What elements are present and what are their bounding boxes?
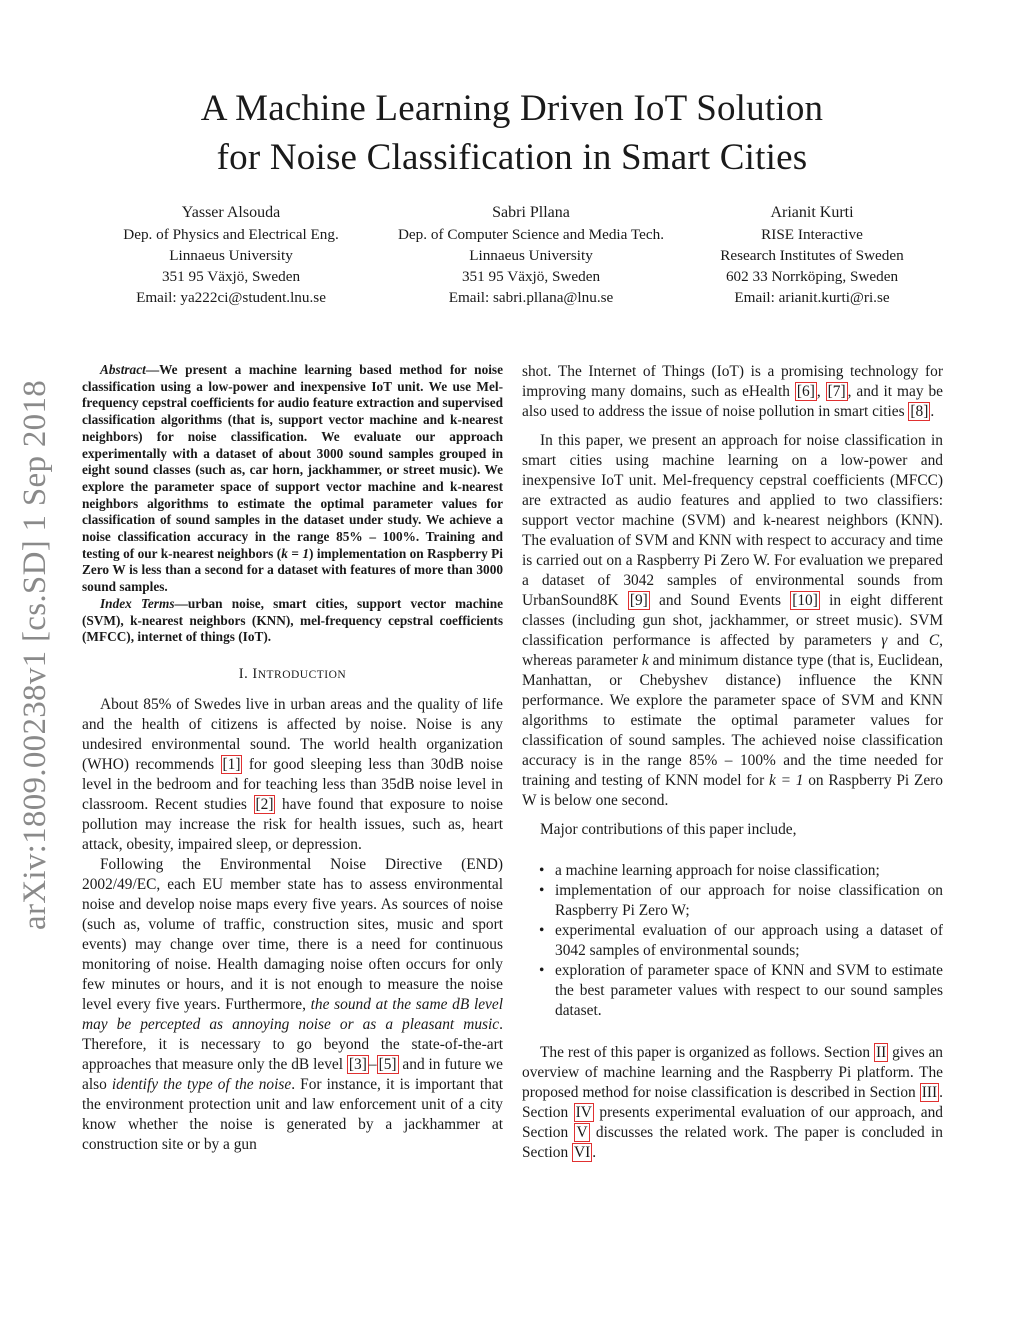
- text: Following the Environmental Noise Directive (END) 2002/49/EC, each EU member state has to assess environmental noise and develop noise maps every five years. As sources of noise (such as, volume of traffic, construction sites, music and sport events) may change over time, there is a need for continuous monitoring of noise. Health damaging noise often occurs for only few minutes or hours, and it is not enough to measure the noise level every five years. Furthermore,: [82, 855, 503, 1013]
- author-city: 602 33 Norrköping, Sweden: [725, 268, 899, 285]
- section-number: I.: [238, 665, 249, 682]
- left-column: [82, 362, 503, 1155]
- math-k: k: [641, 652, 649, 669]
- list-item: • exploration of parameter space of KNN and SVM to estimate the best parameter values with respect to our sound samples dataset.: [555, 961, 943, 1021]
- abstract-label: Abstract: [100, 362, 146, 377]
- abstract-text-end: ) implementation on Raspberry Pi Zero W is less than a second for a dataset with features of more than 3000 sound samples.: [82, 545, 503, 595]
- author-univ: Linnaeus University: [169, 247, 293, 264]
- text: –: [368, 1055, 377, 1073]
- math-c: C: [928, 632, 940, 649]
- author-3: [694, 202, 930, 308]
- text: in eight different classes (including gun shot, jackhammer, or street music). SVM classification performance is affected by parameters: [522, 592, 944, 649]
- right-column: [522, 362, 943, 1163]
- abstract-text: —We present a machine learning based method for noise classification using a low-power and inexpensive IoT unit. We use Mel-frequency cepstral coefficients for audio feature extraction and supervised classification algorithms (that is, support vector machine and k-nearest neighbors) for noise classification. We evaluate our approach experimentally with a dataset of about 3000 sound samples grouped in eight sound classes (such as, car horn, jackhammer, or street music). We explore the parameter space of support vector machine and k-nearest neighbors algorithms to estimate the optimal parameter values for classification of sound samples in the dataset under study. We achieve a noise classification accuracy in the range 85% – 100%. Training and testing of our k-nearest neighbors (: [82, 362, 503, 561]
- intro-paragraph-1: [82, 695, 503, 855]
- text: for good sleeping less than 30dB noise level in the bedroom and for teaching less than 35dB noise level in classroom. Recent studies: [82, 755, 504, 813]
- section-link[interactable]: V: [576, 1124, 588, 1141]
- author-dept: RISE Interactive: [761, 226, 863, 243]
- intro-paragraph-2: [82, 855, 503, 1155]
- intro-paragraph-3: [522, 431, 943, 811]
- list-item: • a machine learning approach for noise classification;: [555, 861, 943, 881]
- text: and: [887, 632, 929, 649]
- citation-link[interactable]: [9]: [629, 592, 648, 609]
- text: . Therefore, it is necessary to go beyond the state-of-the-art approaches that measure only the dB level: [82, 1015, 503, 1073]
- abstract: [82, 362, 503, 596]
- title-line-1: A Machine Learning Driven IoT Solution: [200, 88, 824, 129]
- section-heading-introduction: [82, 666, 503, 683]
- contributions-list: [522, 861, 943, 1021]
- italic-text: the sound at the same dB level may be percepted as annoying noise or as a pleasant music: [82, 995, 503, 1033]
- section-rest: NTRODUCTION: [257, 668, 347, 681]
- section-link[interactable]: II: [875, 1044, 887, 1061]
- citation-link[interactable]: [8]: [910, 403, 929, 420]
- text: discusses the related work. The paper is concluded in Section: [522, 1124, 944, 1161]
- citation-link[interactable]: [6]: [796, 383, 815, 400]
- text: . Section: [522, 1084, 943, 1121]
- intro-paragraph-2-cont: [522, 362, 943, 422]
- author-email: Email: arianit.kurti@ri.se: [734, 289, 890, 306]
- italic-text: identify the type of the noise: [111, 1075, 292, 1093]
- author-name: Arianit Kurti: [770, 204, 854, 221]
- text: and in future we also: [82, 1055, 503, 1093]
- list-item: • experimental evaluation of our approach using a dataset of 3042 samples of environmental sounds;: [555, 921, 943, 961]
- author-dept: Dep. of Physics and Electrical Eng.: [123, 226, 339, 243]
- text: The rest of this paper is organized as follows. Section: [540, 1044, 874, 1061]
- author-email: Email: ya222ci@student.lnu.se: [136, 289, 326, 306]
- author-city: 351 95 Växjö, Sweden: [461, 268, 601, 285]
- text: . For instance, it is important that the environment protection unit and law enforcement unit of a city know whether the noise is generated by a jackhammer at construction site or by a gun: [82, 1075, 504, 1153]
- title-line-2: for Noise Classification in Smart Cities: [216, 137, 808, 178]
- index-terms-label: Index Terms: [100, 595, 175, 611]
- paper-organization-paragraph: [522, 1043, 943, 1163]
- citation-link[interactable]: [1]: [222, 755, 241, 773]
- contributions-intro: Major contributions of this paper include,: [540, 821, 797, 838]
- section-link[interactable]: VI: [574, 1144, 591, 1161]
- author-name: Sabri Pllana: [492, 204, 570, 221]
- text: presents experimental evaluation of our approach, and Section: [522, 1104, 943, 1141]
- text: shot. The Internet of Things (IoT) is a promising technology for improving many domains, such as eHealth: [522, 363, 943, 400]
- list-item: • implementation of our approach for noise classification on Raspberry Pi Zero W;: [555, 881, 943, 921]
- citation-link[interactable]: [10]: [792, 592, 818, 609]
- author-dept: Dep. of Computer Science and Media Tech.: [397, 226, 665, 243]
- author-univ: Research Institutes of Sweden: [720, 247, 904, 264]
- text: on Raspberry Pi Zero W is below one second.: [522, 772, 943, 809]
- text: , whereas parameter: [522, 632, 943, 669]
- author-city: 351 95 Växjö, Sweden: [161, 268, 301, 285]
- author-univ: Linnaeus University: [469, 247, 593, 264]
- citation-link[interactable]: [2]: [255, 795, 274, 813]
- text: gives an overview of machine learning and the Raspberry Pi platform. The proposed method for noise classification is described in Section: [522, 1044, 943, 1101]
- citation-link[interactable]: [7]: [827, 383, 846, 400]
- author-2: [374, 202, 688, 308]
- text: ,: [816, 383, 826, 400]
- index-terms: [82, 596, 503, 646]
- text: and minimum distance type (that is, Euclidean, Manhattan, or Chebyshev distance) influence the KNN performance. We explore the parameter space of SVM and KNN algorithms to estimate the optimal parameter values for classification of sound samples. The achieved noise classification accuracy is in the range 85% – 100% and the time needed for training and testing of KNN model for: [522, 652, 943, 789]
- abstract-k-math: k = 1: [281, 545, 309, 561]
- math-gamma: γ: [881, 632, 888, 649]
- section-first-letter: I: [252, 665, 258, 682]
- paper-title: [0, 84, 1024, 182]
- author-1: [100, 202, 362, 308]
- text: .: [930, 403, 935, 420]
- section-link[interactable]: III: [921, 1084, 938, 1101]
- text: , and it may be also used to address the issue of noise pollution in smart cities: [522, 383, 943, 420]
- citation-link[interactable]: [3]: [348, 1055, 367, 1073]
- index-terms-text: —urban noise, smart cities, support vector machine (SVM), k-nearest neighbors (KNN), mel-frequency cepstral coefficients (MFCC), internet of things (IoT).: [82, 595, 503, 645]
- citation-link[interactable]: [5]: [378, 1055, 397, 1073]
- text: About 85% of Swedes live in urban areas and the quality of life and the health of citizens is affected by noise. Noise is any undesired environmental sound. The world health organization (WHO) recommends: [82, 695, 503, 773]
- text: have found that exposure to noise pollution may increase the risk for health issues, such as, heart attack, obesity, impaired sleep, or depression.: [82, 795, 504, 853]
- text: .: [592, 1144, 597, 1161]
- author-name: Yasser Alsouda: [181, 204, 281, 221]
- text: and Sound Events: [649, 592, 791, 609]
- section-link[interactable]: IV: [575, 1104, 592, 1121]
- math-k-equals-1: k = 1: [769, 772, 804, 789]
- author-email: Email: sabri.pllana@lnu.se: [448, 289, 614, 306]
- text: In this paper, we present an approach for noise classification in smart cities using machine learning on a low-power and inexpensive IoT unit. Mel-frequency cepstral coefficients (MFCC) are extracted as audio features and applied to two classifiers: support vector machine (SVM) and k-nearest neighbors (KNN). The evaluation of SVM and KNN with respect to accuracy and time is carried out on a Raspberry Pi Zero W. For evaluation we prepared a dataset of 3042 samples of environmental sounds from UrbanSound8K: [522, 432, 943, 609]
- arxiv-stamp: arXiv:1809.00238v1 [cs.SD] 1 Sep 2018: [17, 379, 53, 930]
